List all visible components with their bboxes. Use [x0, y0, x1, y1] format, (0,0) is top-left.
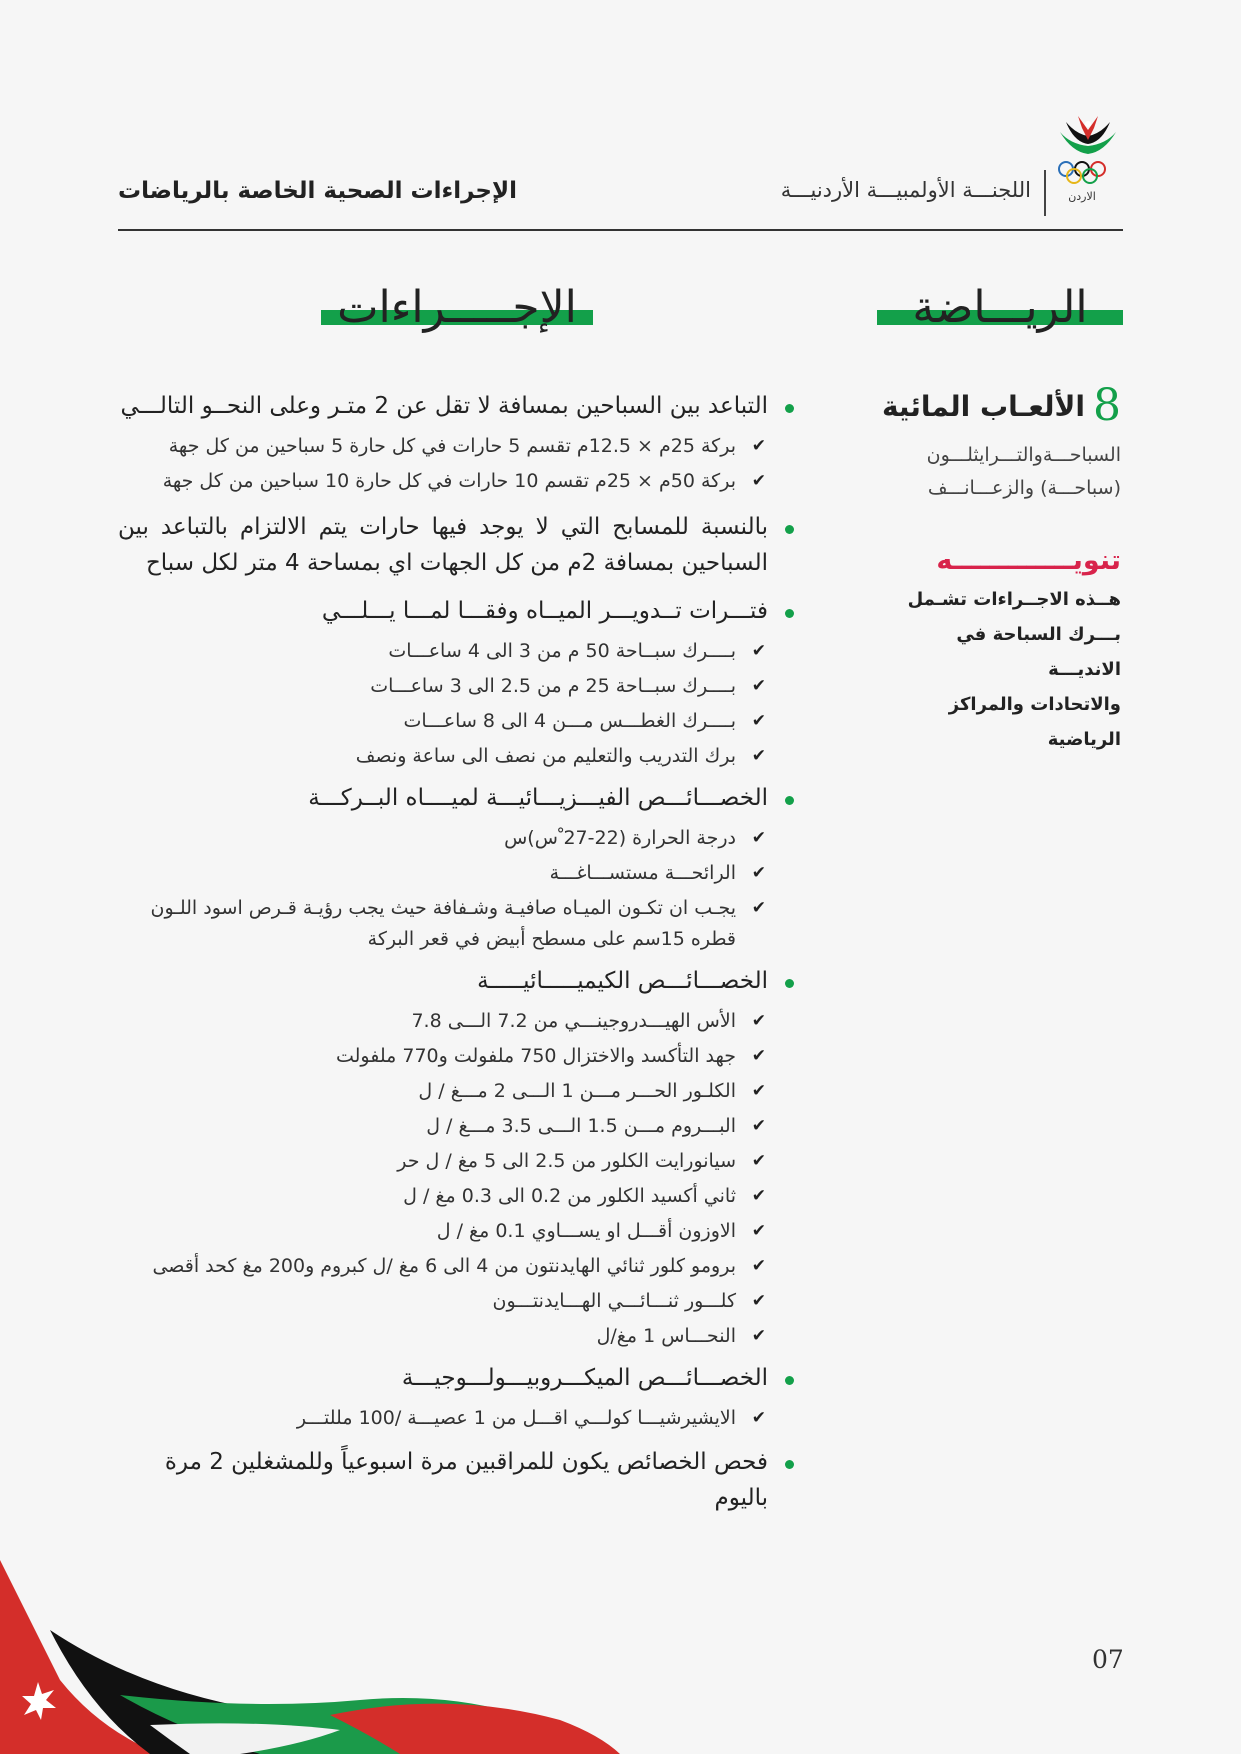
- check-item: ✔ بــــرك الغطـــس مـــن 4 الى 8 ساعـــات: [118, 706, 766, 737]
- procedure-checklist: [118, 431, 794, 497]
- check-item: ✔ بــــرك سبــاحة 25 م من 2.5 الى 3 ساعـــات: [118, 671, 766, 702]
- jordan-flag-decoration: [0, 1560, 620, 1754]
- check-item: ✔ جهد التأكسد والاختزال 750 ملفولت و770 ملفولت: [118, 1041, 766, 1072]
- sport-subtitle-line2: (سباحـــة) والزعـــانـــف: [927, 477, 1121, 499]
- check-item: ✔ الرائحـــة مستســـاغـــة: [118, 858, 766, 889]
- procedure-bullet: الخصـــائـــص الفيـــزيـــائيـــة لميــــاه البــركـــة: [118, 780, 794, 816]
- procedure-checklist: [118, 636, 794, 772]
- procedures-heading-text: الإجـــــراءات: [337, 282, 577, 333]
- check-item: ✔ يجـب ان تكـون الميـاه صافيـة وشـفافة حيث يجب رؤيـة قـرص اسود اللـون قطره 15سم على مسطح أبيض في قعر البركة: [118, 893, 766, 955]
- check-item: ✔ كلـــور ثنـــائـــي الهـــايدنتـــون: [118, 1286, 766, 1317]
- check-item: ✔ بــــرك سبــاحة 50 م من 3 الى 4 ساعـــات: [118, 636, 766, 667]
- check-item: ✔ سيانورايت الكلور من 2.5 الى 5 مغ / ل حر: [118, 1146, 766, 1177]
- procedure-bullet: الخصـــائـــص الكيميـــــائيـــــة: [118, 963, 794, 999]
- check-item: ✔ برومو كلور ثنائي الهايدنتون من 4 الى 6 مغ /ل كبروم و200 مغ كحد أقصى: [118, 1251, 766, 1282]
- check-item: ✔ بركة 25م × 12.5م تقسم 5 حارات في كل حارة 5 سباحين من كل جهة: [118, 431, 766, 462]
- procedure-bullet: فتـــرات تــدويـــر الميــاه وفقـــا لمـــا يـــلـــي: [118, 593, 794, 629]
- org-name: اللجنـــة الأولمبيـــة الأردنيـــة: [780, 178, 1031, 202]
- header-divider: [1044, 170, 1046, 216]
- check-item: ✔ الكلـور الحـــر مـــن 1 الـــى 2 مـــغ / ل: [118, 1076, 766, 1107]
- note-line: هــذه الاجــراءات تشـمل: [907, 589, 1121, 610]
- note-title: تنويـــــــــــــه: [936, 545, 1121, 576]
- procedure-bullet: الخصـــائـــص الميكـــروبيـــولـــوجيـــة: [118, 1360, 794, 1396]
- note-line: والاتحادات والمراكز الرياضية: [948, 694, 1121, 750]
- page-number: 07: [1092, 1645, 1124, 1674]
- check-item: ✔ درجة الحرارة (22-27 ْس)س: [118, 823, 766, 854]
- check-item: ✔ بركة 50م × 25م تقسم 10 حارات في كل حارة 10 سباحين من كل جهة: [118, 466, 766, 497]
- note-body: [881, 582, 1121, 757]
- check-item: ✔ النحـــاس 1 مغ/ل: [118, 1321, 766, 1352]
- check-item: ✔ الايشيرشيـــا كولـــي اقـــل من 1 عصيـــة /100 مللتـــر: [118, 1403, 766, 1434]
- procedure-bullet: فحص الخصائص يكون للمراقبين مرة اسبوعياً وللمشغلين 2 مرة باليوم: [118, 1444, 794, 1516]
- check-item: ✔ الأس الهيـــدروجينـــي من 7.2 الـــى 7.8: [118, 1006, 766, 1037]
- logo-text: الاردن: [1068, 190, 1096, 203]
- procedures-list: [118, 388, 794, 1516]
- check-item: ✔ ثاني أكسيد الكلور من 0.2 الى 0.3 مغ / ل: [118, 1181, 766, 1212]
- header-rule: [118, 229, 1123, 231]
- procedure-bullet: بالنسبة للمسابح التي لا يوجد فيها حارات يتم الالتزام بالتباعد بين السباحين بمسافة 2م من كل الجهات اي بمساحة 4 متر لكل سباح: [118, 509, 794, 581]
- sport-heading-text: الريـــاضة: [912, 282, 1088, 333]
- jordan-olympic-committee-logo: [1052, 112, 1124, 217]
- sport-subtitle-line1: السباحـــةوالتـــرايثلـــون: [926, 444, 1121, 466]
- procedures-column-heading: [321, 282, 593, 333]
- sport-name: الألعـاب المائية: [881, 390, 1085, 423]
- procedure-checklist: [118, 1006, 794, 1352]
- sport-title: [881, 380, 1121, 431]
- check-item: ✔ الاوزون أقـــل او يســـاوي 0.1 مغ / ل: [118, 1216, 766, 1247]
- check-item: ✔ برك التدريب والتعليم من نصف الى ساعة ونصف: [118, 741, 766, 772]
- note-line: بـــرك السباحة في الانديـــة: [956, 624, 1121, 680]
- procedure-checklist: [118, 823, 794, 955]
- sport-column-heading: [877, 282, 1123, 333]
- procedure-bullet: التباعد بين السباحين بمسافة لا تقل عن 2 متـر وعلى النحــو التالـــي: [118, 388, 794, 424]
- sport-number: 8: [1093, 380, 1121, 431]
- sport-sidebar: [881, 380, 1121, 757]
- procedure-checklist: [118, 1403, 794, 1434]
- check-item: ✔ البـــروم مـــن 1.5 الـــى 3.5 مـــغ / ل: [118, 1111, 766, 1142]
- document-title: الإجراءات الصحية الخاصة بالرياضات: [118, 178, 518, 204]
